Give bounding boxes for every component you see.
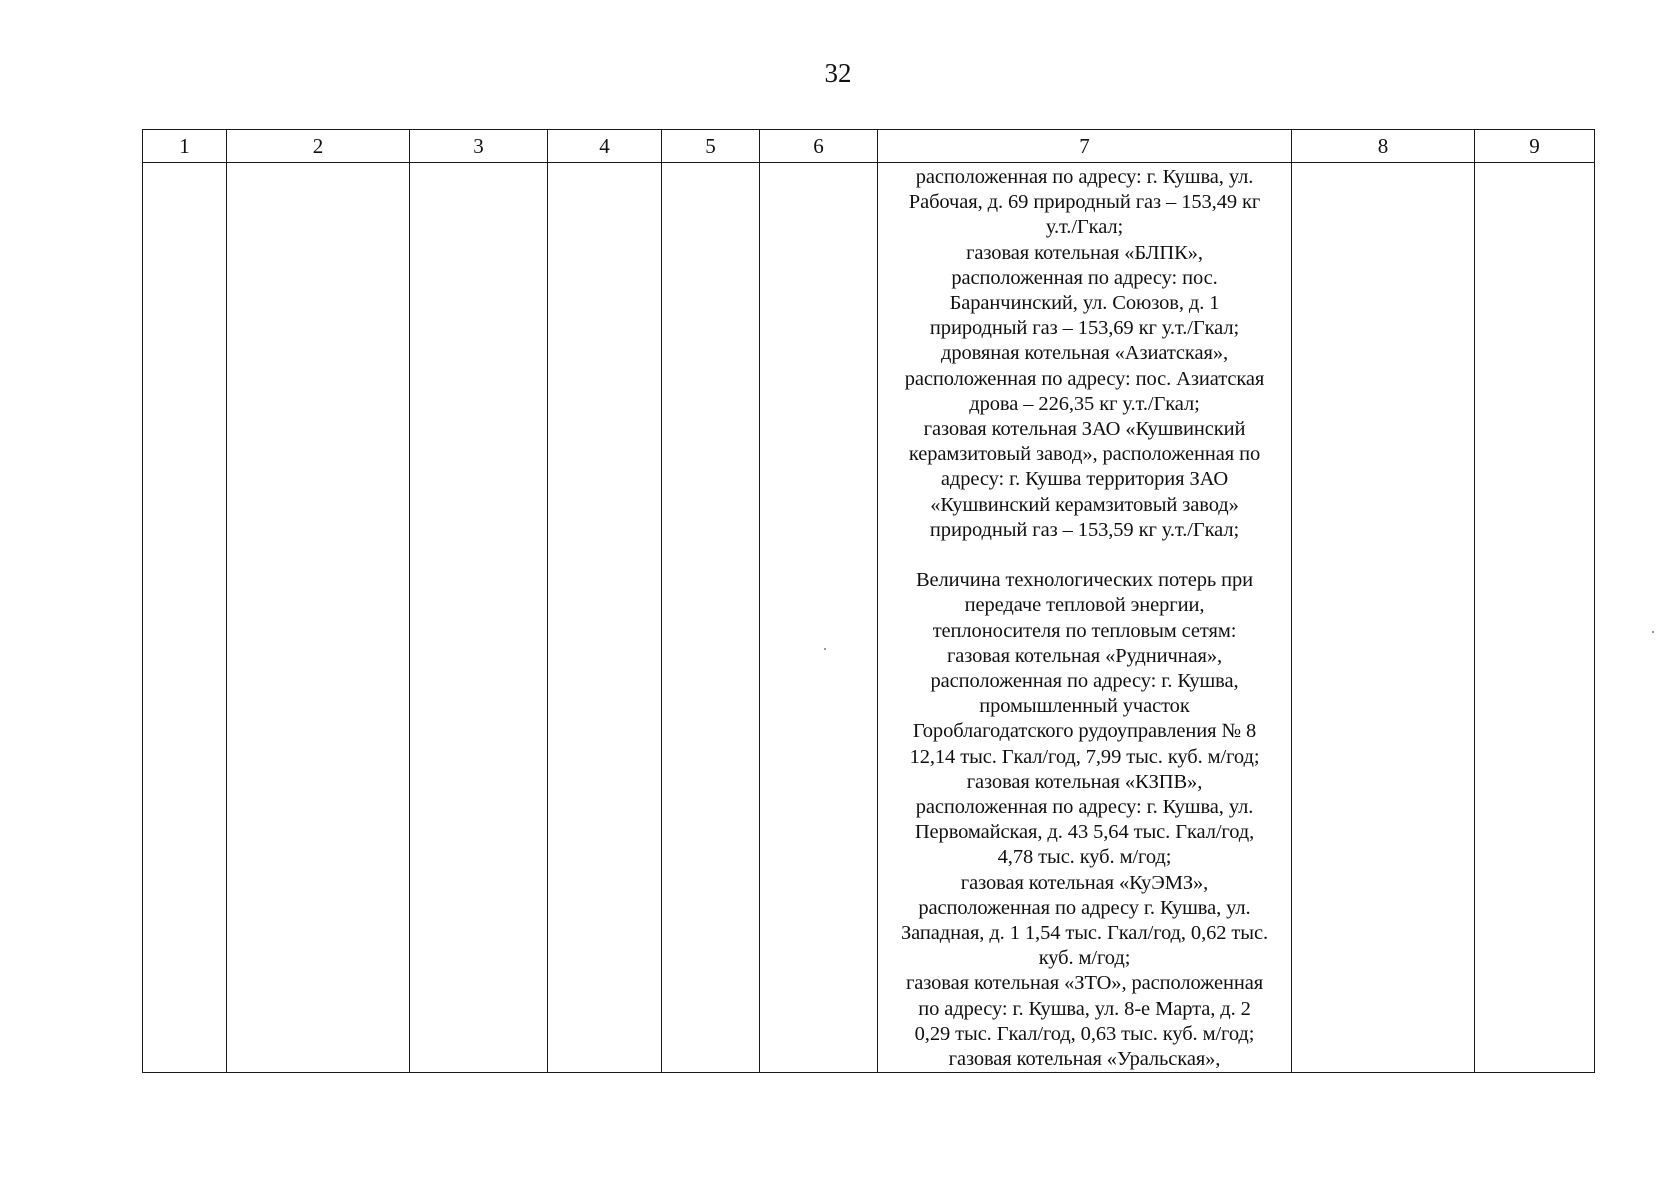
text-line: газовая котельная «БЛПК», — [966, 241, 1203, 264]
column-header-4: 4 — [548, 130, 662, 163]
column-header-5: 5 — [662, 130, 760, 163]
table-cell-col6 — [760, 163, 878, 1073]
table-row — [143, 163, 1595, 1073]
text-line: расположенная по адресу г. Кушва, ул. — [918, 896, 1251, 919]
text-line: Первомайская, д. 43 5,64 тыс. Гкал/год, — [914, 821, 1255, 844]
column-header-1: 1 — [143, 130, 227, 163]
column-header-6: 6 — [760, 130, 878, 163]
text-line: Величина технологических потерь при — [915, 569, 1254, 592]
text-line: природный газ – 153,69 кг у.т./Гкал; — [929, 317, 1240, 340]
text-line: теплоносителя по тепловым сетям: — [932, 619, 1237, 642]
column-header-8: 8 — [1292, 130, 1475, 163]
text-line: газовая котельная «Уральская», — [948, 1048, 1221, 1071]
text-line: расположенная по адресу: пос. — [951, 266, 1218, 289]
table-cell-col2 — [227, 163, 410, 1073]
text-line: «Кушвинский керамзитовый завод» — [930, 493, 1239, 516]
text-line: по адресу: г. Кушва, ул. 8-е Марта, д. 2 — [918, 997, 1251, 1020]
text-line: Гороблагодатского рудоуправления № 8 — [912, 720, 1257, 743]
text-line: у.т./Гкал; — [1045, 216, 1124, 239]
text-line: Рабочая, д. 69 природный газ – 153,49 кг — [908, 191, 1261, 214]
data-table — [142, 129, 1595, 1073]
table-cell-col4 — [548, 163, 662, 1073]
text-line: куб. м/год; — [1038, 947, 1131, 970]
text-line: газовая котельная ЗАО «Кушвинский — [923, 418, 1246, 441]
text-line: дрова – 226,35 кг у.т./Гкал; — [969, 392, 1200, 415]
text-line: расположенная по адресу: г. Кушва, — [930, 670, 1239, 693]
scan-speck — [824, 648, 826, 650]
column-header-7: 7 — [878, 130, 1292, 163]
col7-text — [878, 163, 1291, 1072]
text-line: расположенная по адресу: г. Кушва, ул. — [915, 166, 1254, 188]
column-header-3: 3 — [410, 130, 548, 163]
scan-speck — [1652, 631, 1654, 633]
table-cell-col5 — [662, 163, 760, 1073]
text-line: промышленный участок — [979, 695, 1190, 718]
text-line: газовая котельная «ЗТО», расположенная — [905, 972, 1264, 995]
text-line: керамзитовый завод», расположенная по — [908, 443, 1261, 466]
text-line: Баранчинский, ул. Союзов, д. 1 — [949, 292, 1220, 315]
text-line: передаче тепловой энергии, — [964, 594, 1205, 617]
paragraph-gap — [882, 543, 1287, 568]
column-header-9: 9 — [1475, 130, 1595, 163]
text-line: 4,78 тыс. куб. м/год; — [997, 846, 1172, 869]
table-cell-col3 — [410, 163, 548, 1073]
text-line: Западная, д. 1 1,54 тыс. Гкал/год, 0,62 тыс. — [901, 922, 1268, 945]
text-line: расположенная по адресу: пос. Азиатская — [904, 367, 1265, 390]
page-number: 32 — [824, 58, 852, 88]
text-line: газовая котельная «Рудничная», — [946, 644, 1223, 667]
col7-paragraph-1 — [882, 165, 1287, 543]
text-line: 0,29 тыс. Гкал/год, 0,63 тыс. куб. м/год; — [914, 1022, 1255, 1045]
table-cell-col9 — [1475, 163, 1595, 1073]
text-line: природный газ – 153,59 кг у.т./Гкал; — [929, 518, 1240, 541]
text-line: расположенная по адресу: г. Кушва, ул. — [915, 796, 1254, 819]
table-cell-col7 — [878, 163, 1292, 1073]
text-line: дровяная котельная «Азиатская», — [940, 342, 1228, 365]
header-row — [143, 130, 1595, 163]
text-line: адресу: г. Кушва территория ЗАО — [940, 468, 1229, 491]
table-cell-col8 — [1292, 163, 1475, 1073]
text-line: газовая котельная «КуЭМЗ», — [960, 871, 1209, 894]
table-cell-col1 — [143, 163, 227, 1073]
text-line: 12,14 тыс. Гкал/год, 7,99 тыс. куб. м/год; — [909, 745, 1260, 768]
column-header-2: 2 — [227, 130, 410, 163]
col7-paragraph-2 — [882, 568, 1287, 1072]
text-line: газовая котельная «КЗПВ», — [966, 770, 1203, 793]
